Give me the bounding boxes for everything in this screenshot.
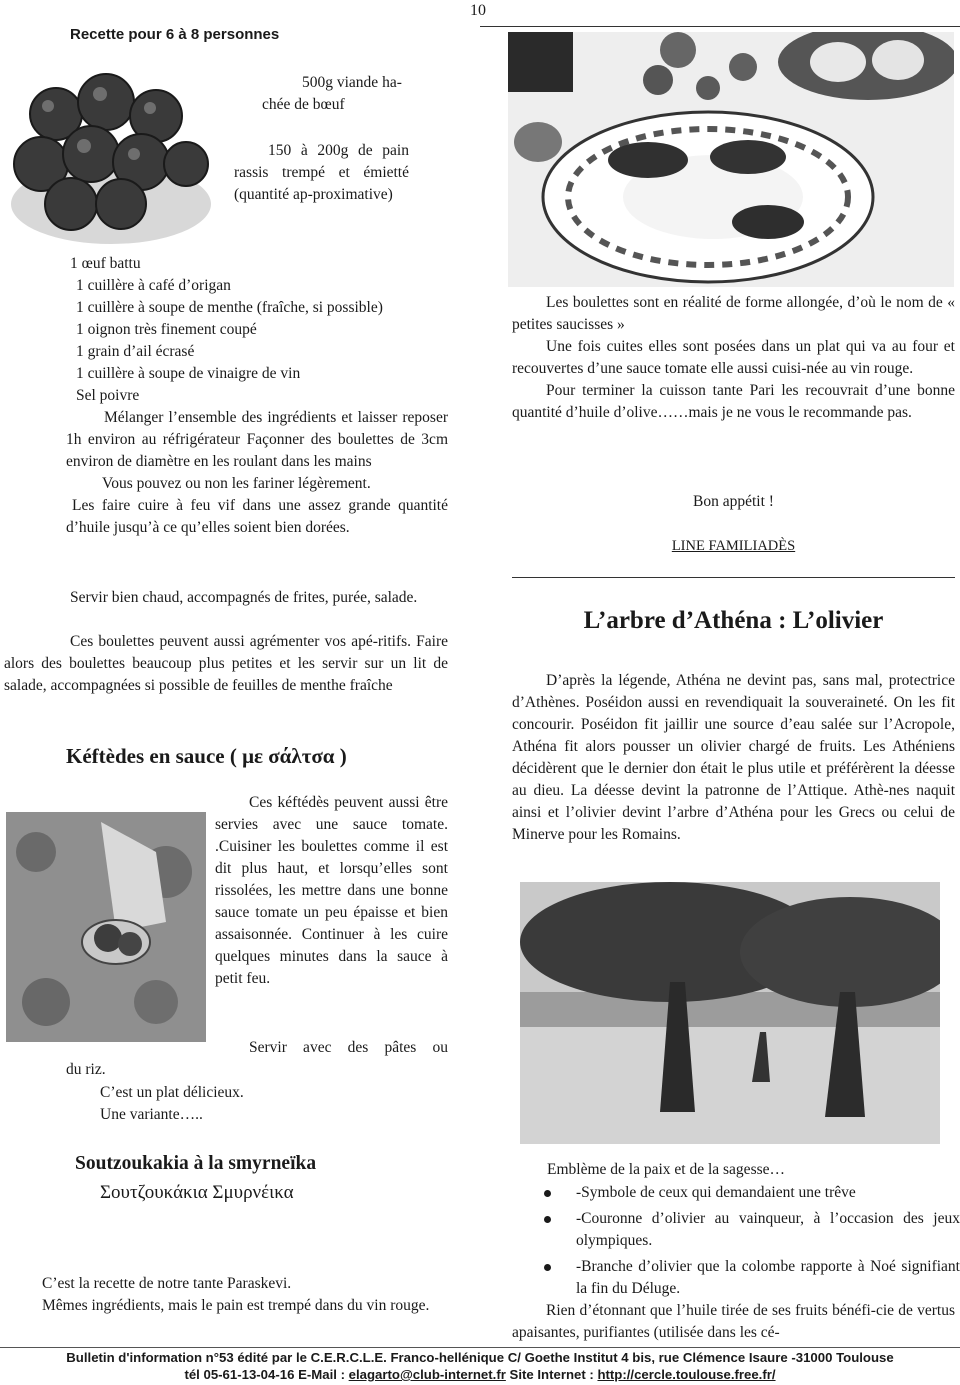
ingredient-item: 1 cuillère à soupe de vinaigre de vin — [76, 365, 301, 382]
serve-text: Servir bien chaud, accompagnés de frites, purée, salade. — [70, 589, 418, 606]
top-rule — [480, 26, 960, 27]
oil-text: Rien d’étonnant que l’huile tirée de ses fruits bénéfi-cie de vertus apaisantes, purifiantes (utilisée dans les cé- — [512, 1302, 955, 1341]
olivier-title: L’arbre d’Athéna : L’olivier — [583, 607, 884, 634]
olive-trees-image — [520, 882, 940, 1144]
ingredient-beef-line-1: 500g viande ha- — [302, 74, 402, 91]
keftedes-sauce-image — [6, 812, 206, 1042]
section-rule — [512, 577, 955, 578]
footer-site-label: Site Internet : — [509, 1367, 594, 1382]
para-oil: Pour terminer la cuisson tante Pari les recouvrait d’une bonne quantité d’huile d’olive……mais je ne vous le recommande pas. — [512, 382, 955, 421]
ingredient-item: Sel poivre — [76, 387, 140, 404]
author-name: LINE FAMILIADÈS — [671, 538, 796, 554]
keftedes-variant: Une variante….. — [100, 1106, 203, 1123]
soutzoukakia-greek-title: Σουτζουκάκια Σμυρνέικα — [100, 1182, 294, 1203]
soutzoukakia-intro: C’est la recette de notre tante Paraskevi. — [42, 1275, 292, 1292]
ingredient-beef — [262, 72, 442, 116]
soutzoukakia-plate-image — [508, 32, 954, 287]
footer-site-link[interactable]: http://cercle.toulouse.free.fr/ — [597, 1367, 776, 1382]
step-flour: Vous pouvez ou non les fariner légèrement. — [102, 475, 371, 492]
soutzoukakia-ingredients: Mêmes ingrédients, mais le pain est trempé dans du vin rouge. — [42, 1297, 430, 1314]
ingredient-item: 1 grain d’ail écrasé — [76, 343, 195, 360]
emblem-list — [532, 1182, 960, 1300]
step-fry: Les faire cuire à feu vif dans une assez grande quantité d’huile jusqu’à ce qu’elles soient bien dorées. — [66, 497, 448, 536]
footer-line-2 — [0, 1366, 960, 1383]
bullet-item: -Symbole de ceux qui demandaient une trêve — [532, 1182, 960, 1204]
bon-appetit: Bon appétit ! — [693, 493, 774, 510]
keftedes-serve-line-2: du riz. — [66, 1061, 106, 1078]
ingredient-beef-line-2: chée de bœuf — [262, 96, 345, 113]
ingredient-item: 1 cuillère à café d’origan — [76, 277, 231, 294]
olive-trees-illustration — [520, 882, 940, 1144]
ingredient-item: 1 oignon très finement coupé — [76, 321, 257, 338]
aperitif-text: Ces boulettes peuvent aussi agrémenter vos apé-ritifs. Faire alors des boulettes beaucoup plus petites et les servir sur un lit de salade, accompagnées si possible de feuilles de menthe fraîche — [4, 633, 448, 694]
footer-line-1: Bulletin d'information n°53 édité par le C.E.R.C.L.E. Franco-hellénique C/ Goethe Institut 4 bis, rue Clémence Isaure -31000 Toulouse — [66, 1350, 894, 1365]
ingredient-item: 1 œuf battu — [70, 255, 141, 272]
bullet-item: -Couronne d’olivier au vainqueur, à l’occasion des jeux olympiques. — [532, 1208, 960, 1252]
meatballs-image — [6, 54, 216, 250]
footer-email-link[interactable]: elagarto@club-internet.fr — [348, 1367, 506, 1382]
step-mix: Mélanger l’ensemble des ingrédients et laisser reposer 1h environ au réfrigérateur Façonner des boulettes de 3cm environ de diamètre en les roulant dans les mains — [66, 409, 448, 470]
keftedes-title: Kéftèdes en sauce ( με σάλτσα ) — [66, 744, 347, 768]
right-intro — [512, 292, 955, 424]
footer-rule — [0, 1347, 960, 1348]
plate-illustration — [508, 32, 954, 287]
meatballs-illustration — [6, 54, 216, 250]
page-number: 10 — [470, 2, 486, 19]
recipe-steps — [66, 407, 448, 539]
keftedes-text: Ces kéftédès peuvent aussi être servies avec une sauce tomate. .Cuisiner les boulettes comme il est dit plus haut, et lorsqu’elles sont rissolées, les mettre dans une bonne sauce tomate un peu épaisse et bien assaisonnée. Continuer à les cuire quelques minutes dans la sauce à petit feu. — [215, 794, 448, 987]
footer-tel: tél 05-61-13-04-16 E-Mail : — [184, 1367, 345, 1382]
keftedes-delicious: C’est un plat délicieux. — [100, 1084, 244, 1101]
recipe-header: Recette pour 6 à 8 personnes — [70, 26, 280, 43]
emblem-heading: Emblème de la paix et de la sagesse… — [547, 1161, 786, 1178]
ingredient-item: 1 cuillère à soupe de menthe (fraîche, si possible) — [76, 299, 383, 316]
olivier-text: D’après la légende, Athéna ne devint pas, sans mal, protectrice d’Athènes. Poséidon aussi en revendiquait la souveraineté. On les fit concourir. Poséidon fit jaillir une source d’eau salée sur l’Acropole, Athéna fit alors pousser un olivier chargé de fruits. Les Athéniens décidèrent que le dernier don était le plus utile et préférèrent la déesse au dieu. La déesse devint la patronne de l’Attique. Athè-nes naquit ainsi et l’olivier devint l’arbre d’Athéna pour les Grecs ou celui de Minerve pour les Romains. — [512, 672, 955, 843]
soutzoukakia-title: Soutzoukakia à la smyrneïka — [75, 1153, 317, 1174]
bullet-item: -Branche d’olivier que la colombe rapporte à Noé signifiant la fin du Déluge. — [532, 1256, 960, 1300]
sauce-illustration — [6, 812, 206, 1042]
ingredient-bread: 150 à 200g de pain rassis trempé et émietté (quantité ap-proximative) — [234, 142, 409, 203]
para-oven: Une fois cuites elles sont posées dans un plat qui va au four et recouvertes d’une sauce tomate elle aussi cuisi-née au vin rouge. — [512, 338, 955, 377]
keftedes-serve-line-1: Servir avec des pâtes ou — [249, 1039, 448, 1056]
ingredients-list — [70, 253, 470, 407]
para-shape: Les boulettes sont en réalité de forme allongée, d’où le nom de « petites saucisses » — [512, 294, 955, 333]
